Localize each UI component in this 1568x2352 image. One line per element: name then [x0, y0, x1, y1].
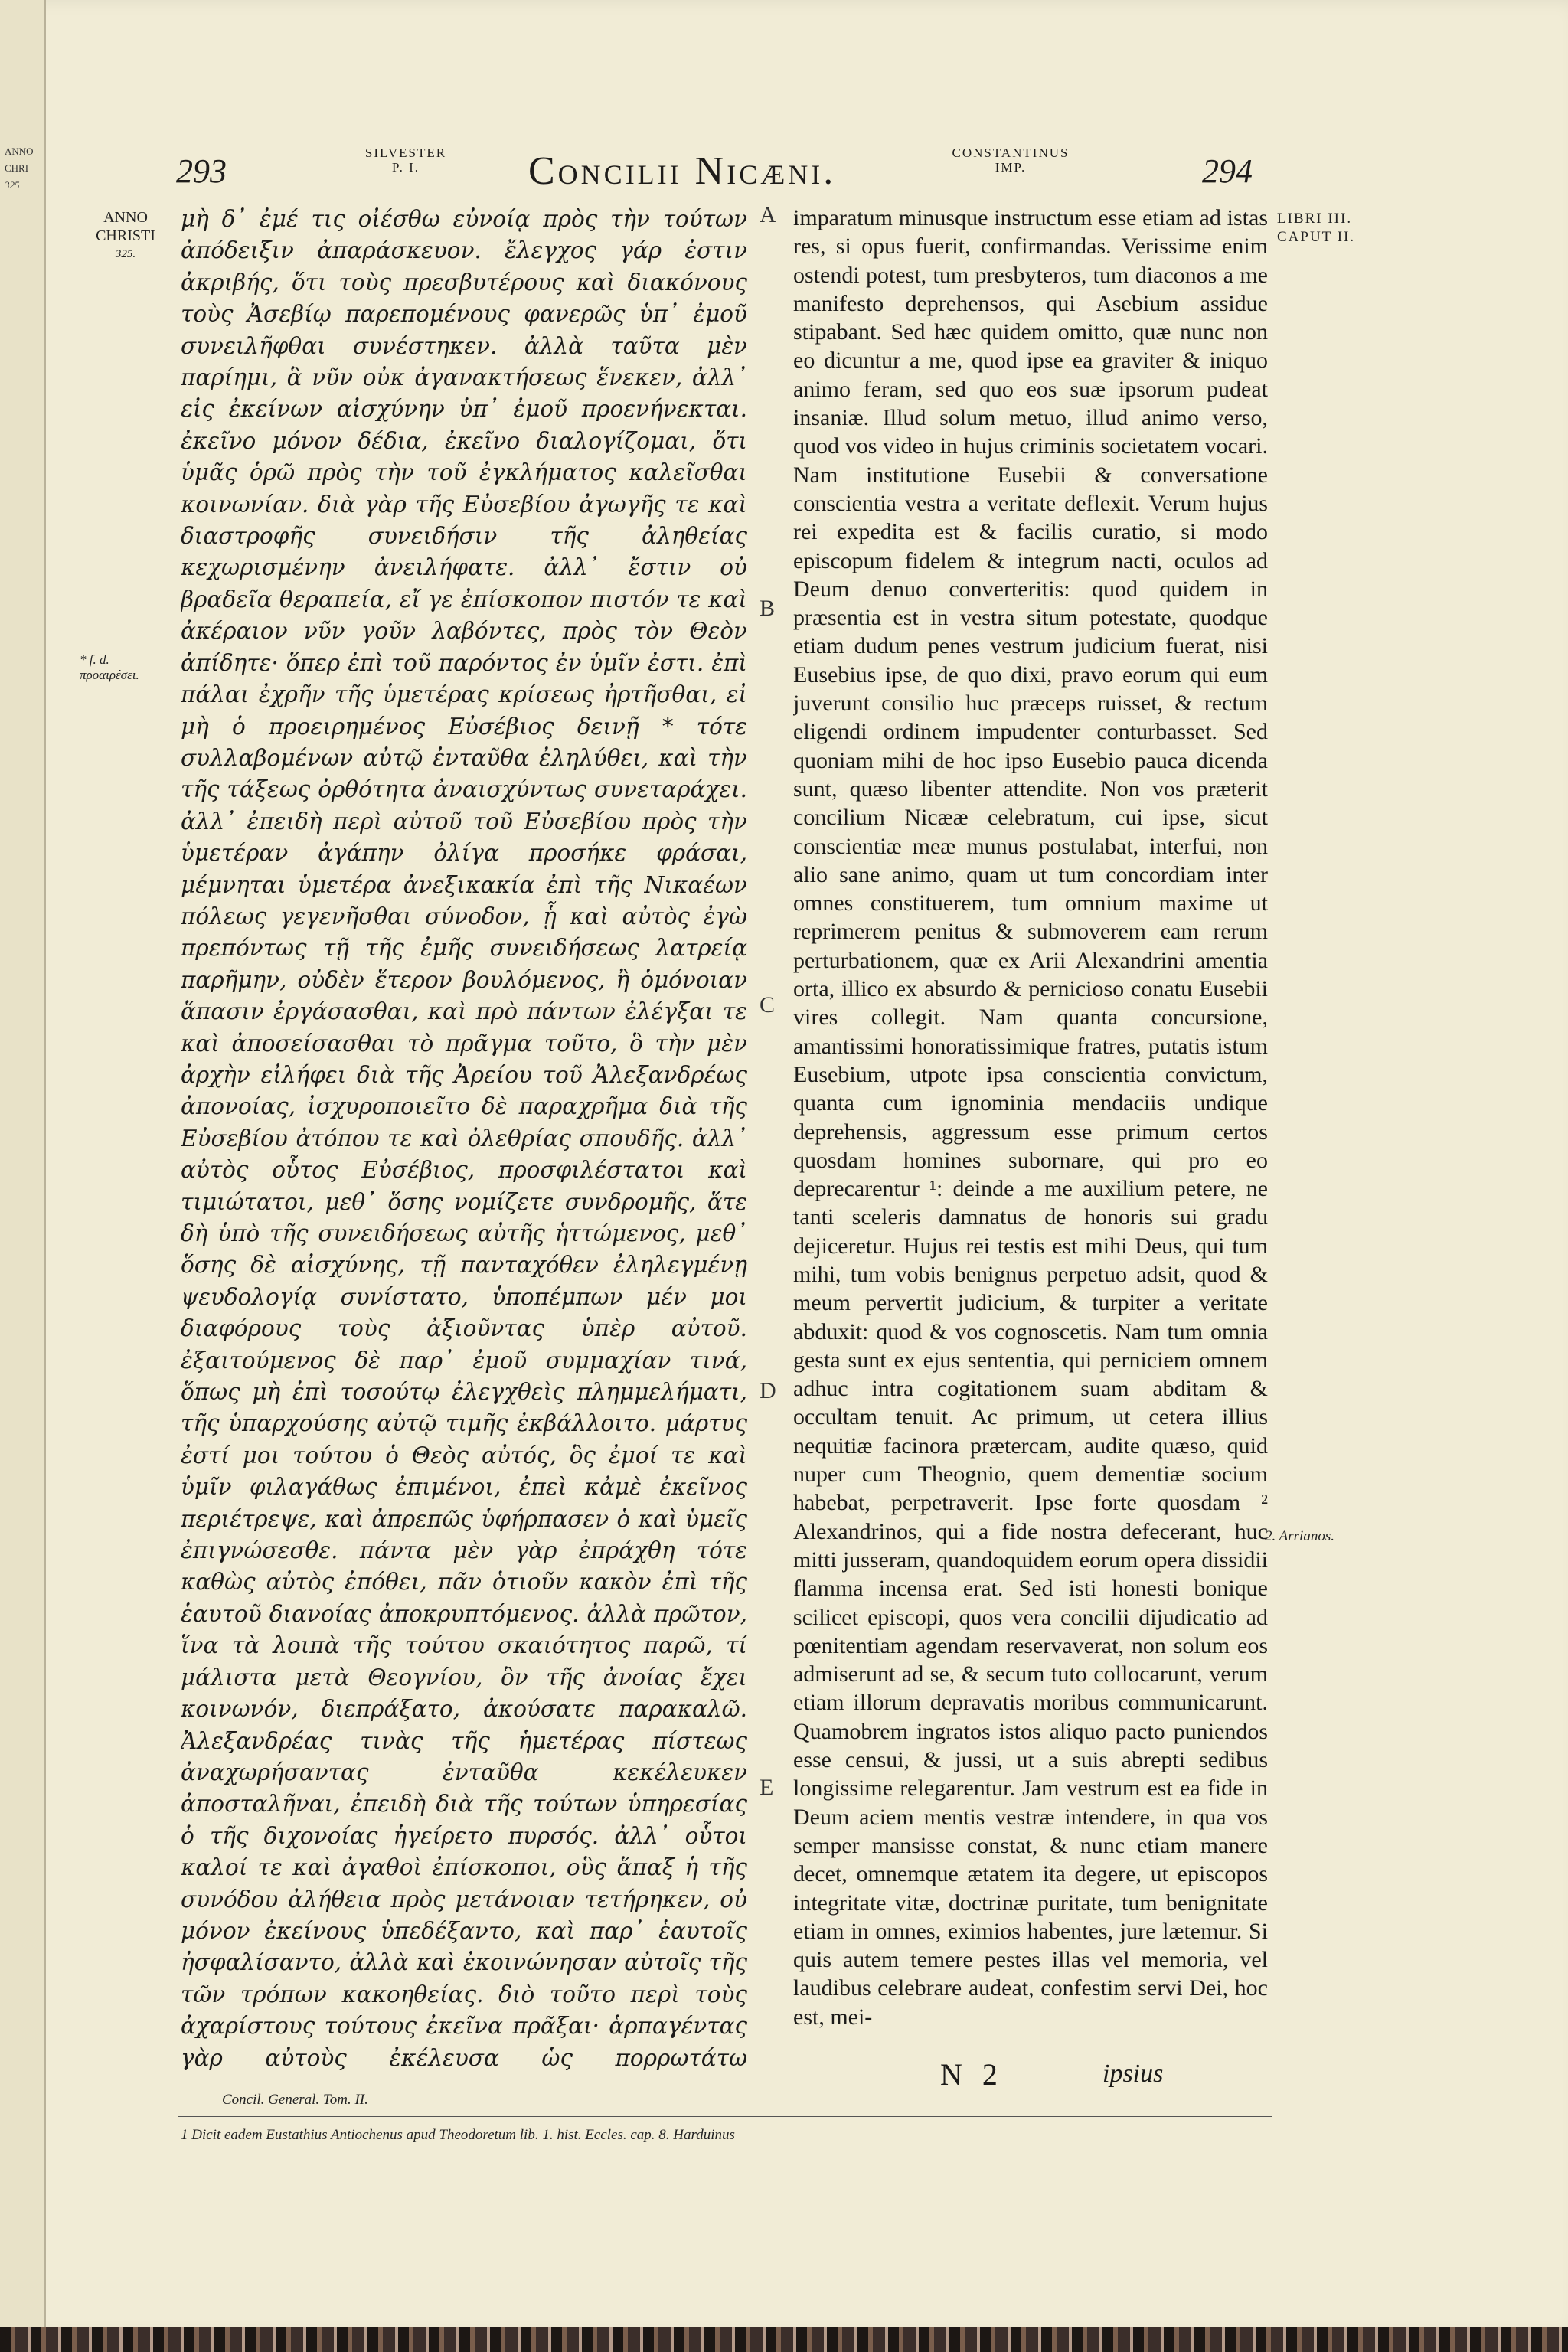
header-title: Concilii Nicæni. [528, 149, 837, 193]
running-header [0, 145, 1568, 207]
section-letter-c: C [760, 992, 776, 1018]
signature-mark [940, 2056, 998, 2092]
previous-page-edge [0, 0, 46, 2335]
section-letter-d: D [760, 1378, 776, 1403]
footnote: 1 Dicit eadem Eustathius Antiochenus apud Theodoretum lib. 1. hist. Eccles. cap. 8. Harduinus [181, 2127, 735, 2143]
header-constantinus-title: IMP. [995, 160, 1027, 175]
edge-year: 325 [5, 179, 20, 191]
header-silvester-title: P. I. [392, 160, 420, 175]
greek-text: μὴ δ᾽ ἐμέ τις οἰέσθω εὐνοίᾳ πρὸς τὴν τούτων ἀπόδειξιν ἀπαράσκευον. ἔλεγχος γάρ ἐστιν ἀκριβής, ὅτι τοὺς πρεσβυτέρους καὶ διακόνους τοὺς Ἀσεβίῳ παρεπομένους φανερῶς ὑπ᾽ ἐμοῦ συνειλῆφθαι συνέστηκεν. ἀλλὰ ταῦτα μὲν παρίημι, ἃ νῦν οὐκ ἀγανακτήσεως ἕνεκεν, ἀλλ᾽ εἰς ἐκείνων αἰσχύνην ὑπ᾽ ἐμοῦ προενήνεκται. ἐκεῖνο μόνον δέδια, ἐκεῖνο διαλογίζομαι, ὅτι ὑμᾶς ὁρῶ πρὸς τὴν τοῦ ἐγκλήματος καλεῖσθαι κοινωνίαν. διὰ γὰρ τῆς Εὐσεβίου ἀγωγῆς τε καὶ διαστροφῆς συνειδήσιν τῆς ἀληθείας κεχωρισμένην ἀνειλήφατε. ἀλλ᾽ ἔστιν οὐ βραδεῖα θεραπεία, εἴ γε ἐπίσκοπον πιστόν τε καὶ ἀκέραιον νῦν γοῦν λαβόντες, πρὸς τὸν Θεὸν ἀπίδητε· ὅπερ ἐπὶ τοῦ παρόντος ἐν ὑμῖν ἐστι. ἐπὶ πάλαι ἐχρῆν τῆς ὑμετέρας κρίσεως ἠρτῆσθαι, εἰ μὴ ὁ προειρημένος Εὐσέβιος δεινῇ * τότε συλλαβομένων αὐτῷ ἐνταῦθα ἐληλύθει, καὶ τὴν τῆς τάξεως ὀρθότητα ἀναισχύντως συνεταράχει. ἀλλ᾽ ἐπειδὴ περὶ αὐτοῦ τοῦ Εὐσεβίου πρὸς τὴν ὑμετέραν ἀγάπην ὀλίγα προσήκε φράσαι, μέμνηται ὑμετέρα ἀνεξικακία ἐπὶ τῆς Νικαέων πόλεως γεγενῆσθαι σύνοδον, ᾗ καὶ αὐτὸς ἐγὼ πρεπόντως τῇ τῆς ἐμῆς συνειδήσεως λατρείᾳ παρῆμην, οὐδὲν ἕτερον βουλόμενος, ἢ ὁμόνοιαν ἅπασιν ἐργάσασθαι, καὶ πρὸ πάντων ἐλέγξαι τε καὶ ἀποσείσασθαι τὸ πρᾶγμα τοῦτο, ὃ τὴν μὲν ἀρχὴν εἰλήφει διὰ τῆς Ἀρείου τοῦ Ἀλεξανδρέως ἀπονοίας, ἰσχυροποιεῖτο δὲ παραχρῆμα διὰ τῆς Εὐσεβίου ἀτόπου τε καὶ ὀλεθρίας σπουδῆς. ἀλλ᾽ αὐτὸς οὗτος Εὐσέβιος, προσφιλέστατοι καὶ τιμιώτατοι, μεθ᾽ ὅσης νομίζετε συνδρομῆς, ἅτε δὴ ὑπὸ τῆς συνειδήσεως αὐτῆς ἡττώμενος, μεθ᾽ ὅσης δὲ αἰσχύνης, τῇ πανταχόθεν ἐληλεγμένῃ ψευδολογίᾳ συνίστατο, ὑποπέμπων μέν μοι διαφόρους τοὺς ἀξιοῦντας ὑπὲρ αὐτοῦ. ἐξαιτούμενος δὲ παρ᾽ ἐμοῦ συμμαχίαν τινά, ὅπως μὴ ἐπὶ τοσούτῳ ἐλεγχθεὶς πλημμελήματι, τῆς ὑπαρχούσης αὐτῷ τιμῆς ἐκβάλλοιτο. μάρτυς ἐστί μοι τούτου ὁ Θεὸς αὐτός, ὃς ἐμοί τε καὶ ὑμῖν φιλαγάθως ἐπιμένοι, ἐπεὶ κἀμὲ ἐκεῖνος περιέτρεψε, καὶ ἀπρεπῶς ὑφήρπασεν ὁ καὶ ὑμεῖς ἐπιγνώσεσθε. πάντα μὲν γὰρ ἐπράχθη τότε καθὼς αὐτὸς ἐπόθει, πᾶν ὁτιοῦν κακὸν ἐπὶ τῆς ἑαυτοῦ διανοίας ἀποκρυπτόμενος. ἀλλὰ πρῶτον, ἵνα τὰ λοιπὰ τῆς τούτου σκαιότητος παρῶ, τί μάλιστα μετὰ Θεογνίου, ὃν τῆς ἀνοίας ἔχει κοινωνόν, διεπράξατο, ἀκούσατε παρακαλῶ. Ἀλεξανδρέας τινὰς τῆς ἡμετέρας πίστεως ἀναχωρήσαντας ἐνταῦθα κεκέλευκεν ἀποσταλῆναι, ἐπειδὴ διὰ τῆς τούτων ὑπηρεσίας ὁ τῆς διχονοίας ἡγείρετο πυρσός. ἀλλ᾽ οὗτοι καλοί τε καὶ ἀγαθοὶ ἐπίσκοποι, οὓς ἅπαξ ἡ τῆς συνόδου ἀλήθεια πρὸς μετάνοιαν τετήρηκεν, οὐ μόνον ἐκείνους ὑπεδέξαντο, καὶ παρ᾽ ἑαυτοῖς ἠσφαλίσαντο, ἀλλὰ καὶ ἐκοινώνησαν αὐτοῖς τῆς τῶν τρόπων κακοηθείας. διὸ τοῦτο περὶ τοὺς ἀχαρίστους τούτους ἐκεῖνα πρᾶξαι· ἁρπαγέντας γὰρ αὐτοὺς ἐκέλευσα ὡς πορρωτάτω [181, 206, 747, 2071]
signature-letter: N [940, 2057, 962, 2092]
anno-year: 325. [115, 248, 136, 260]
libri-label: LIBRI III. [1277, 211, 1353, 227]
header-constantinus [919, 145, 1102, 175]
header-silvester-name: SILVESTER [364, 145, 447, 160]
section-letter-b: B [760, 596, 776, 621]
edge-chri: CHRI [5, 162, 29, 174]
page-number-right: 294 [1202, 152, 1253, 190]
catchword: ipsius [1102, 2060, 1164, 2088]
latin-column [793, 204, 1268, 2056]
caput-label: CAPUT II. [1277, 229, 1356, 245]
footnote-rule [178, 2116, 1272, 2117]
latin-text: imparatum minusque instructum esse etiam ad istas res, si opus fuerit, confirmandas. Verissime enim ostendi potest, tum presbyteros, tum diaconos a me manifesto deprehensos, qui Asebium assidue stipabant. Sed hæc quidem omitto, quæ nunc non eo dicuntur a me, quod ipse ea graviter & iniquo animo feram, sed quo eos suæ ipsorum pudeat insaniæ. Illud solum metuo, illud animo verso, quod vos video in hujus criminis societatem vocari. Nam institutione Eusebii & conversatione conscientia vestra a veritate deflexit. Verum hujus rei expedita est & facilis curatio, si modo episcopum fidelem & integrum nacti, oculos ad Deum denuo converteritis: quod quidem in præsentia est in vestra situm potestate, quodque etiam dudum penes vestrum judicium fuerat, nisi Eusebius ipse, de quo dixi, pravo eorum qui eum juverunt consilio huc præceps ruisset, & rectum eligendi ordinem impudenter conturbasset. Sed quoniam mihi de hoc ipso Eusebio pauca dicenda sunt, quæso libenter attendite. Non vos præterit concilium Nicææ celebratum, cui ipse, sicut conscientiæ meæ munus postulabat, interfui, non alio sane animo, quam ut tum concordiam inter omnes constituerem, tum omnium maxime ut reprimerem penitus & submoverem eam rerum perturbationem, quæ ex Arii Alexandrini amentia orta, illico ex absurdo & pernicioso conatu Eusebii vires collegit. Nam quanta concursione, amantissimi honoratissimique fratres, putatis istum Eusebium, utpote ipsa conscientia convictum, quanta cum ignominia mendaciis undique deprehensis, aggressum esse primum certos quosdam homines subornare, qui pro eo deprecarentur ¹: deinde a me auxilium petere, ne tanti sceleris damnatus de honoris sui gradu dejiceretur. Hujus rei testis est mihi Deus, qui tum mihi, tum vobis benignus perpetuo adsit, quod & meum pervertit judicium, & turpiter a veritate abduxit: quod & vos cognoscetis. Nam tum omnia gesta sunt ex ejus sententia, qui perniciem omnem adhuc intra cogitationem suam abditam & occultam tenuit. Ac primum, ut cetera illius nequitiæ facinora prætercam, audite quæso, quid nuper cum Theognio, quem dementiæ socium habebat, perpetraverit. Ipse forte quosdam ² Alexandrinos, qui a fide nostra defecerant, huc mitti jusseram, quandoquidem eorum opera dissidii flamma incensa erat. Sed isti honesti bonique scilicet episcopi, quos vera concilii dijudicatio ad pœnitentiam agendam reservaverat, non solum eos admiserunt ad se, & secum tuto collocarunt, verum etiam illorum depravatis moribus communicarunt. Quamobrem ingratos istos aliquo pacto puniendos esse censui, & jussi, ut a suis abrepti sedibus longissime relegarentur. Jam vestrum est ea fide in Deum aciem mentis vestræ intendere, in qua vos semper mansisse constat, & nunc etiam manere decet, omnemque ætatem ita degere, ut episcopos integritate vitæ, doctrinæ puritate, tum benignitate etiam in omnes, eximios habentes, jure lætemur. Si quis autem temere pestes illas vel memoria, vel laudibus celebrare audeat, confestim servi Dei, hoc est, mei- [793, 205, 1268, 2030]
margin-note-right: 2. Arrianos. [1265, 1528, 1334, 1544]
header-constantinus-name: CONSTANTINUS [952, 145, 1070, 160]
signature-number: 2 [982, 2057, 998, 2092]
anno-label: ANNO [103, 209, 148, 226]
page-number-left: 293 [176, 152, 227, 190]
header-silvester [337, 145, 475, 175]
section-letter-a: A [760, 202, 776, 227]
bottom-line: Concil. General. Tom. II. [222, 2092, 368, 2108]
edge-anno: ANNO [5, 145, 34, 157]
christi-label: CHRISTI [96, 227, 155, 244]
table-edge [0, 2328, 1568, 2352]
section-letter-e: E [760, 1775, 774, 1800]
margin-note-left: * f. d. προαιρέσει. [80, 652, 139, 682]
greek-column [181, 204, 747, 2076]
margin-libri-caput [1277, 210, 1377, 247]
margin-anno-christi [80, 208, 172, 263]
